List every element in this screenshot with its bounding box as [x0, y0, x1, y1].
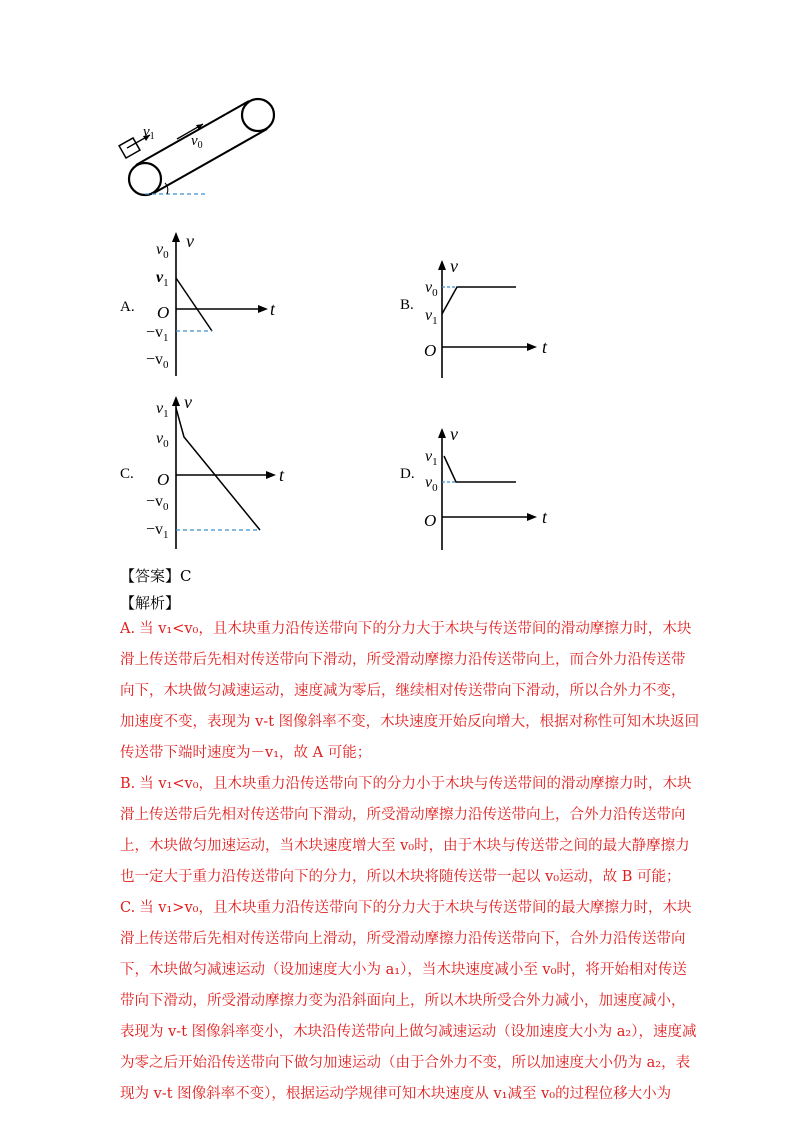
- graph-c-t-label: t: [279, 465, 285, 485]
- text-line: 带向下滑动，所受滑动摩擦力变为沿斜面向上，所以木块所受合外力减小，加速度减小，: [120, 993, 686, 1009]
- text-line: B. 当 v₁<v₀，且木块重力沿传送带向下的分力小于木块与传送带间的滑动摩擦力时，木块: [120, 776, 692, 792]
- graph-a-v-axis-arrow: [172, 232, 180, 242]
- text-line: 上，木块做匀加速运动，当木块速度增大至 v₀时，由于木块与传送带之间的最大静摩擦力: [120, 838, 690, 854]
- graph-a-neg-v0-tick: $-v_0$: [146, 351, 169, 371]
- graph-a-t-label: t: [270, 299, 276, 319]
- analysis-tag: 【解析】: [120, 594, 181, 612]
- graph-c-v1-tick: $v_1$: [156, 400, 169, 420]
- graph-d-t-axis-arrow: [527, 513, 537, 521]
- graph-b-v1-tick: $v_1$: [425, 307, 438, 327]
- graph-b-origin: O: [424, 341, 437, 360]
- graph-c-v-axis-arrow: [172, 396, 180, 406]
- graph-d-curve: [444, 456, 516, 482]
- graph-c-curve: [176, 408, 260, 530]
- graph-c-origin: O: [157, 470, 170, 489]
- text-line: 滑上传送带后先相对传送带向下滑动，所受滑动摩擦力沿传送带向上，而合外力沿传送带: [120, 652, 686, 668]
- graph-a-v-label: v: [186, 231, 194, 251]
- answer-value: C: [180, 567, 192, 585]
- block: [119, 138, 140, 158]
- graph-c-v-label: v: [184, 392, 192, 412]
- text-line: 加速度不变，表现为 v-t 图像斜率不变，木块速度开始反向增大，根据对称性可知木块返回: [120, 714, 700, 730]
- text-line: A. 当 v₁<v₀，且木块重力沿传送带向下的分力大于木块与传送带间的滑动摩擦力时，木块: [120, 621, 692, 637]
- graph-c-neg-v1-tick: $-v_1$: [146, 521, 169, 541]
- graph-c-t-axis-arrow: [266, 471, 276, 479]
- graph-c-v0-tick: $v_0$: [156, 430, 169, 450]
- graph-a-curve: [176, 278, 212, 331]
- paragraph-c: [120, 893, 697, 1110]
- text-line: 滑上传送带后先相对传送带向下滑动，所受滑动摩擦力沿传送带向上，合外力沿传送带向: [120, 807, 686, 823]
- graph-b-v0-tick: $v_0$: [425, 279, 438, 299]
- graph-b-v-label: v: [450, 256, 458, 276]
- graph-d-t-label: t: [542, 507, 548, 527]
- paragraph-label: C.: [120, 900, 136, 916]
- text-line: 下，木块做匀减速运动（设加速度大小为 a₁），当木块速度减小至 v₀时，将开始相对传送: [120, 962, 687, 978]
- text-line: 也一定大于重力沿传送带向下的分力，所以木块将随传送带一起以 v₀运动，故 B 可能；: [120, 869, 681, 885]
- v0-label: $v_0$: [191, 133, 203, 151]
- paragraph-label: A.: [120, 621, 136, 637]
- graph-a-v1-tick: $v_1$: [156, 269, 169, 289]
- bottom-roller: [129, 163, 161, 195]
- graph-b: [420, 252, 570, 382]
- option-b-label: B.: [400, 297, 414, 313]
- graph-d-v1-tick: $v_1$: [425, 448, 438, 468]
- text-line: 向下，木块做匀减速运动，速度减为零后，继续相对传送带向下滑动，所以合外力不变，: [120, 683, 686, 699]
- graph-a-v0-tick: $v_0$: [156, 241, 169, 261]
- option-d-label: D.: [400, 466, 415, 482]
- answer-tag: 【答案】: [120, 567, 181, 585]
- graph-d-origin: O: [424, 511, 437, 530]
- text-line: C. 当 v₁>v₀，且木块重力沿传送带向下的分力大于木块与传送带间的最大摩擦力时，木块: [120, 900, 692, 916]
- graph-a-neg-v1-tick: $-v_1$: [146, 324, 169, 344]
- text-line: 滑上传送带后先相对传送带向上滑动，所受滑动摩擦力沿传送带向下，合外力沿传送带向: [120, 931, 686, 947]
- graph-a-t-axis-arrow: [258, 305, 268, 313]
- conveyor-diagram: [115, 95, 285, 205]
- graph-a-origin: O: [157, 303, 170, 322]
- graph-b-curve: [442, 287, 516, 314]
- graph-c: [140, 392, 300, 552]
- option-a-label: A.: [120, 299, 135, 315]
- graph-c-neg-v0-tick: $-v_0$: [146, 493, 169, 513]
- graph-d: [420, 420, 570, 552]
- graph-b-t-axis-arrow: [527, 343, 537, 351]
- paragraph-label: B.: [120, 776, 136, 792]
- v1-label: $v_1$: [143, 124, 155, 142]
- belt-lower: [154, 129, 267, 193]
- graph-b-v-axis-arrow: [438, 260, 446, 270]
- text-line: 传送带下端时速度为－v₁，故 A 可能；: [120, 745, 372, 761]
- graph-b-t-label: t: [542, 337, 548, 357]
- text-line: 现为 v-t 图像斜率不变），根据运动学规律可知木块速度从 v₁减至 v₀的过程位移大小为: [120, 1086, 672, 1102]
- paragraph-b: [120, 769, 692, 893]
- graph-d-v0-tick: $v_0$: [425, 474, 438, 494]
- option-c-label: C.: [120, 466, 134, 482]
- graph-a: [140, 228, 290, 378]
- answer-line: [120, 565, 192, 586]
- graph-d-v-axis-arrow: [438, 428, 446, 438]
- text-line: 为零之后开始沿传送带向下做匀加速运动（由于合外力不变，所以加速度大小仍为 a₂，表: [120, 1055, 691, 1071]
- paragraph-a: [120, 614, 700, 769]
- graph-d-v-label: v: [450, 424, 458, 444]
- top-roller: [242, 99, 274, 131]
- text-line: 表现为 v-t 图像斜率变小，木块沿传送带向上做匀减速运动（设加速度大小为 a₂），速度减: [120, 1024, 697, 1040]
